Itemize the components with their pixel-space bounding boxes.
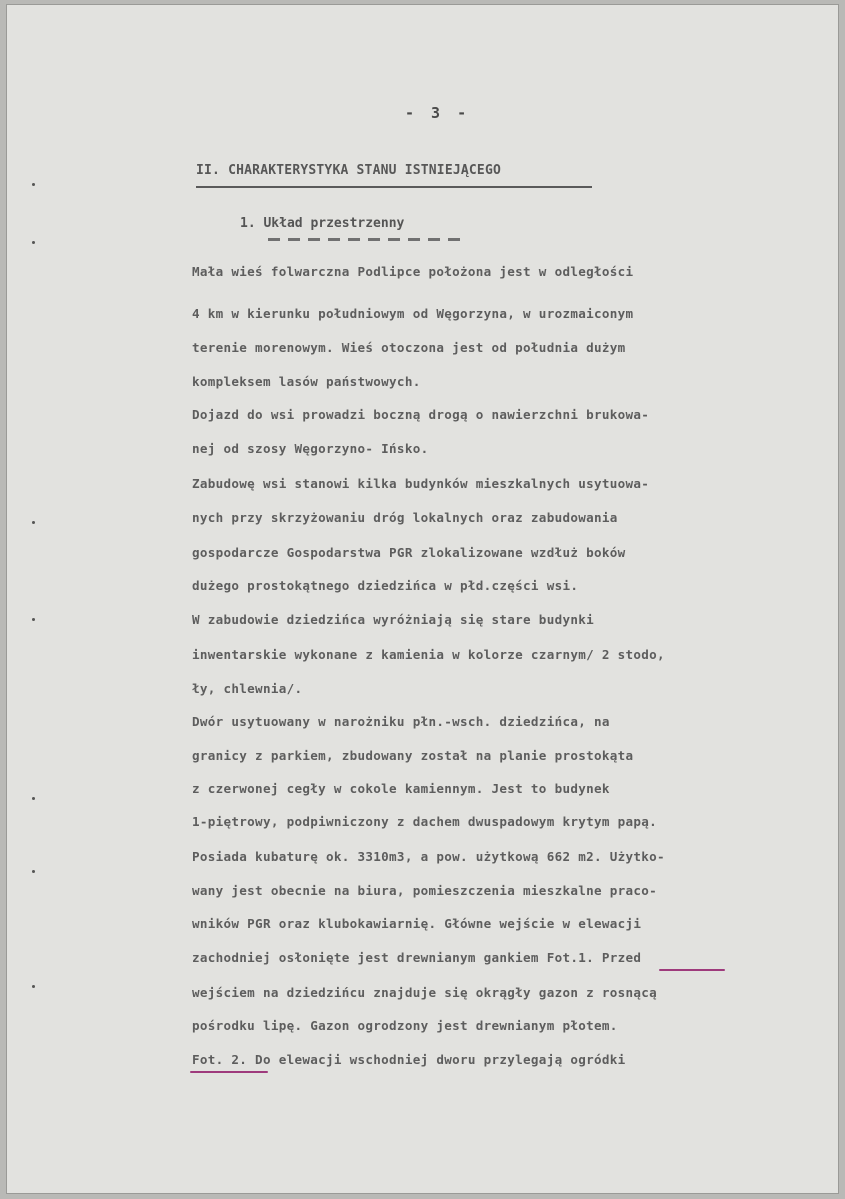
body-line: nej od szosy Węgorzyno- Ińsko. bbox=[192, 441, 429, 456]
margin-mark bbox=[32, 870, 35, 873]
body-line: dużego prostokątnego dziedzińca w płd.części wsi. bbox=[192, 578, 579, 593]
body-line: kompleksem lasów państwowych. bbox=[192, 374, 421, 389]
body-line: zachodniej osłonięte jest drewnianym gankiem Fot.1. Przed bbox=[192, 950, 642, 965]
body-line: terenie morenowym. Wieś otoczona jest od południa dużym bbox=[192, 340, 626, 355]
subsection-dashed-underline bbox=[268, 238, 468, 241]
body-line: Posiada kubaturę ok. 3310m3, a pow. użytkową 662 m2. Użytko- bbox=[192, 849, 665, 864]
body-line: wany jest obecnie na biura, pomieszczenia mieszkalne praco- bbox=[192, 883, 658, 898]
margin-mark bbox=[32, 183, 35, 186]
margin-mark bbox=[32, 241, 35, 244]
body-line: 1-piętrowy, podpiwniczony z dachem dwuspadowym krytym papą. bbox=[192, 814, 658, 829]
body-line: Dwór usytuowany w narożniku płn.-wsch. dziedzińca, na bbox=[192, 714, 610, 729]
body-line: Zabudowę wsi stanowi kilka budynków mieszkalnych usytuowa- bbox=[192, 476, 650, 491]
body-line: Fot. 2. Do elewacji wschodniej dworu przylegają ogródki bbox=[192, 1052, 626, 1067]
body-line: nych przy skrzyżowaniu dróg lokalnych oraz zabudowania bbox=[192, 510, 618, 525]
fot1-underline bbox=[659, 969, 725, 971]
heading-underline bbox=[196, 186, 592, 188]
body-line: ły, chlewnia/. bbox=[192, 681, 303, 696]
margin-mark bbox=[32, 618, 35, 621]
body-line: wejściem na dziedzińcu znajduje się okrągły gazon z rosnącą bbox=[192, 985, 658, 1000]
section-heading: II. CHARAKTERYSTYKA STANU ISTNIEJĄCEGO bbox=[196, 163, 502, 178]
body-line: W zabudowie dziedzińca wyróżniają się stare budynki bbox=[192, 612, 594, 627]
body-line: inwentarskie wykonane z kamienia w kolorze czarnym/ 2 stodo, bbox=[192, 647, 665, 662]
margin-mark bbox=[32, 985, 35, 988]
document-page bbox=[6, 4, 839, 1194]
fot2-underline bbox=[190, 1071, 268, 1073]
body-line: pośrodku lipę. Gazon ogrodzony jest drewnianym płotem. bbox=[192, 1018, 618, 1033]
body-line: gospodarcze Gospodarstwa PGR zlokalizowane wzdłuż boków bbox=[192, 545, 626, 560]
margin-mark bbox=[32, 797, 35, 800]
body-line: granicy z parkiem, zbudowany został na planie prostokąta bbox=[192, 748, 634, 763]
margin-mark bbox=[32, 521, 35, 524]
body-line: z czerwonej cegły w cokole kamiennym. Jest to budynek bbox=[192, 781, 610, 796]
page-number: - 3 - bbox=[405, 104, 471, 122]
body-line: Dojazd do wsi prowadzi boczną drogą o nawierzchni brukowa- bbox=[192, 407, 650, 422]
body-line: Mała wieś folwarczna Podlipce położona jest w odległości bbox=[192, 264, 634, 279]
subsection-heading: 1. Układ przestrzenny bbox=[240, 216, 405, 231]
body-line: 4 km w kierunku południowym od Węgorzyna, w urozmaiconym bbox=[192, 306, 634, 321]
body-line: wników PGR oraz klubokawiarnię. Główne wejście w elewacji bbox=[192, 916, 642, 931]
